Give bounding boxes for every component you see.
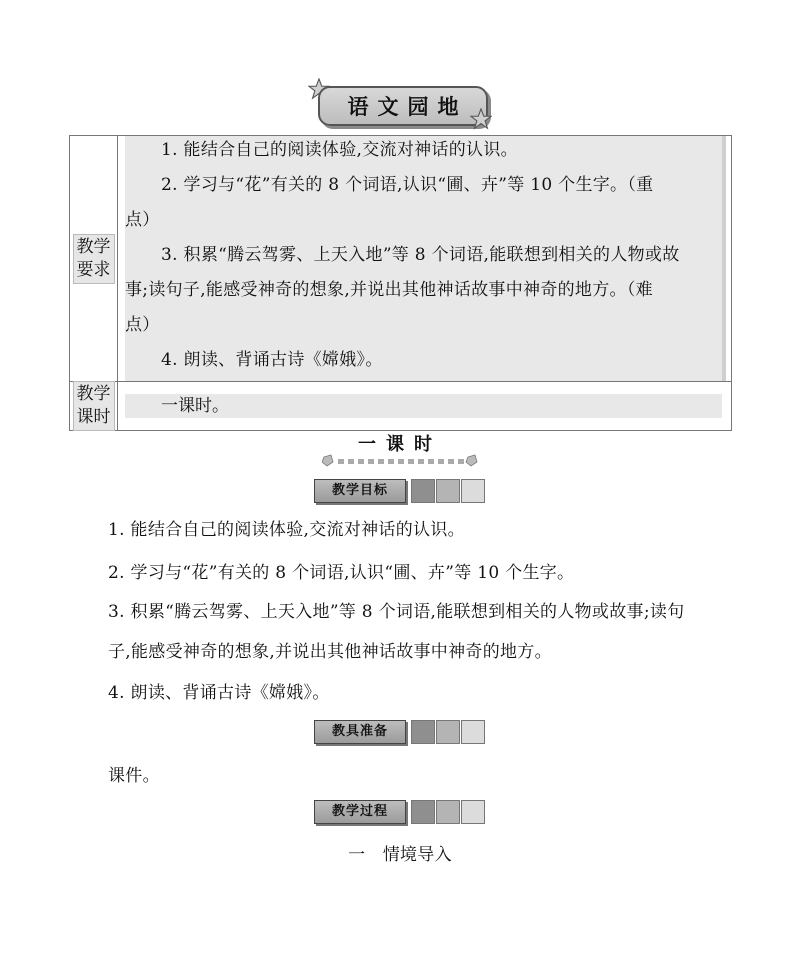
tag-square: [411, 720, 435, 744]
tag-square: [461, 800, 485, 824]
goals-tag: [314, 479, 486, 505]
requirement-line: 2. 学习与“花”有关的 8 个词语,认识“圃、卉”等 10 个生字。（重: [161, 175, 654, 195]
tag-square: [436, 720, 460, 744]
requirements-table: [69, 135, 732, 431]
hours-content: [125, 394, 722, 418]
tag-square: [461, 479, 485, 503]
tag-square: [436, 800, 460, 824]
process-step-heading: 一 情境导入: [348, 845, 452, 865]
process-tag-label: 教学过程: [314, 800, 406, 824]
requirements-row: [70, 136, 731, 382]
goal-line: 子,能感受神奇的想象,并说出其他神话故事中神奇的地方。: [108, 642, 552, 662]
page-title: 语文园地: [347, 95, 468, 119]
tag-square: [411, 479, 435, 503]
goal-line: 4. 朗读、背诵古诗《嫦娥》。: [108, 683, 330, 703]
tag-square: [411, 800, 435, 824]
goal-line: 1. 能结合自己的阅读体验,交流对神话的认识。: [108, 520, 465, 540]
prep-tag: [314, 720, 486, 746]
tag-square: [436, 479, 460, 503]
requirements-label: 教学要求: [73, 234, 115, 284]
requirement-line: 点）: [125, 210, 160, 230]
hours-label: 教学课时: [73, 381, 115, 431]
requirement-line: 事;读句子,能感受神奇的想象,并说出其他神话故事中神奇的地方。（难: [125, 280, 653, 300]
star-icon: [470, 108, 492, 130]
goal-line: 3. 积累“腾云驾雾、上天入地”等 8 个词语,能联想到相关的人物或故事;读句: [108, 602, 685, 622]
requirement-line: 4. 朗读、背诵古诗《嫦娥》。: [161, 350, 383, 370]
requirement-line: 3. 积累“腾云驾雾、上天入地”等 8 个词语,能联想到相关的人物或故: [161, 245, 680, 265]
hours-label-cell: [70, 382, 118, 430]
goal-line: 2. 学习与“花”有关的 8 个词语,认识“圃、卉”等 10 个生字。: [108, 563, 575, 583]
process-tag: [314, 800, 486, 826]
goals-tag-label: 教学目标: [314, 479, 406, 503]
title-banner: [308, 78, 492, 134]
requirements-label-cell: [70, 136, 118, 381]
hours-row: [70, 382, 731, 430]
requirements-content: [125, 136, 726, 381]
requirement-line: 点）: [125, 315, 160, 335]
lesson-title: 一课时: [358, 434, 442, 455]
title-plate: [318, 86, 488, 126]
prep-text: 课件。: [108, 766, 160, 786]
prep-tag-label: 教具准备: [314, 720, 406, 744]
hours-value: 一课时。: [161, 396, 229, 416]
tag-square: [461, 720, 485, 744]
dashed-divider: [322, 453, 478, 469]
requirement-line: 1. 能结合自己的阅读体验,交流对神话的认识。: [161, 140, 518, 160]
